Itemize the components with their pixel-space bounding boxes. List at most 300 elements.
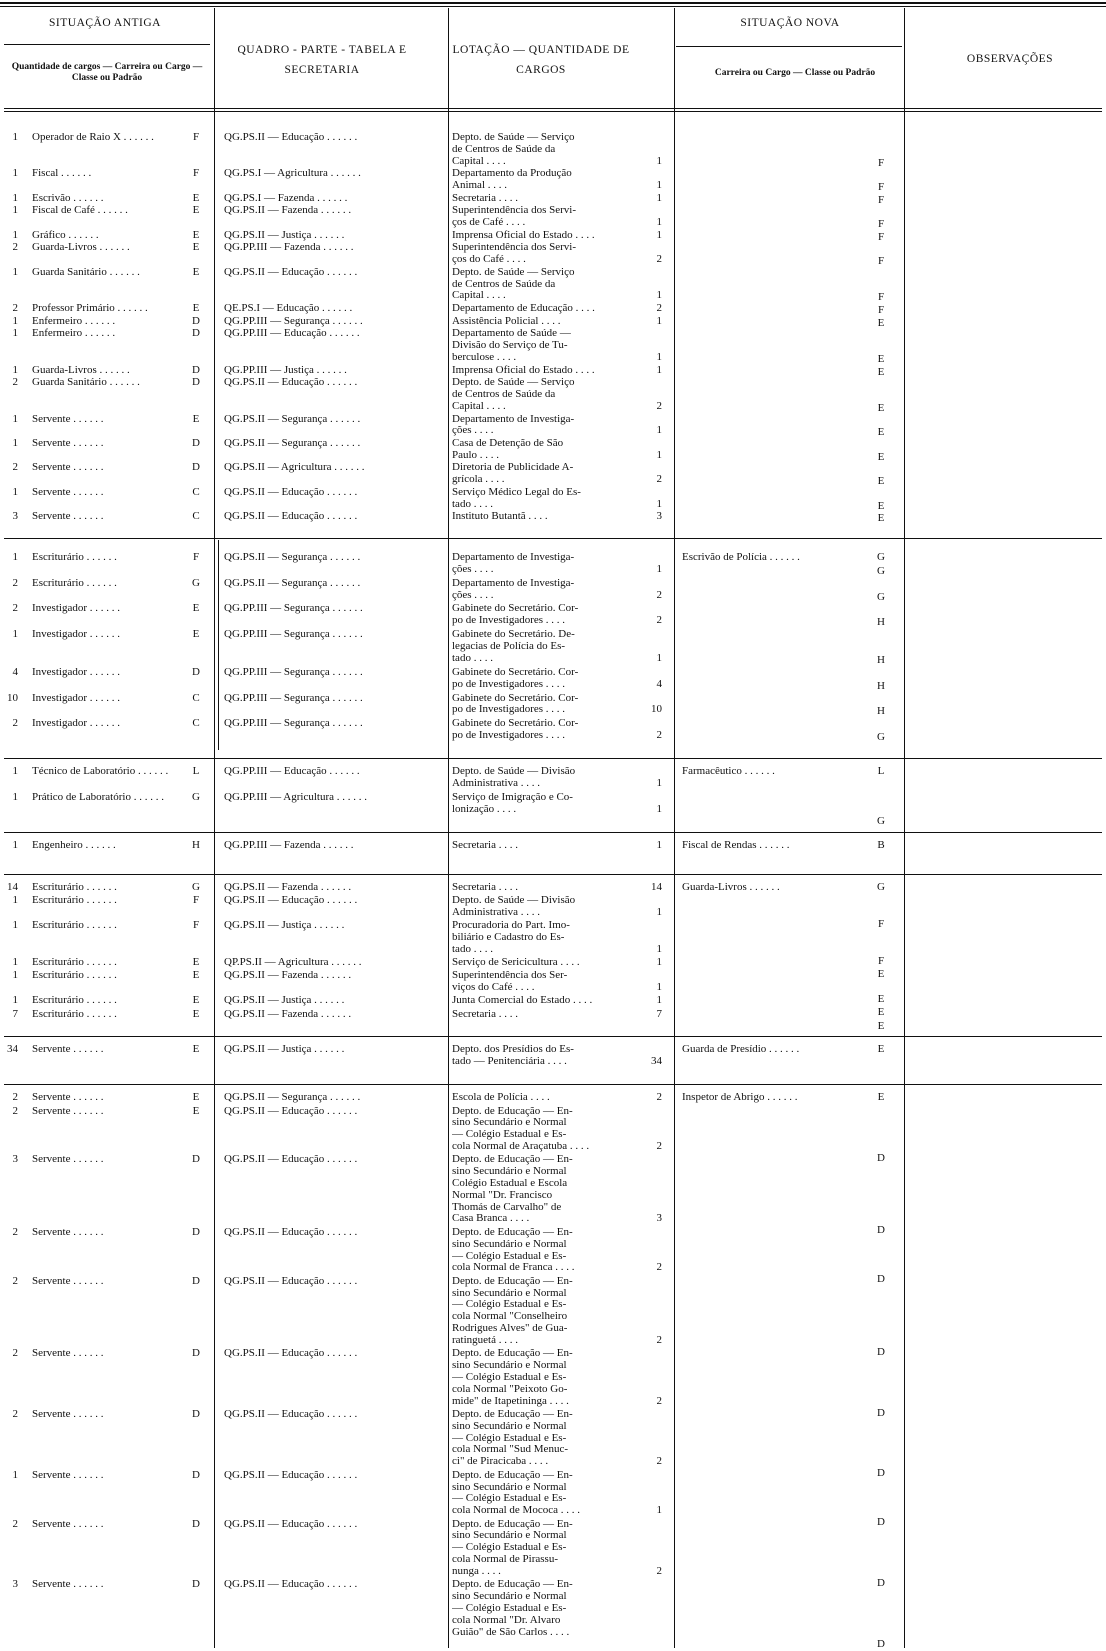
situacao-nova-cargo: Guarda de Presídio . . . . . .	[682, 1044, 800, 1055]
row-quantity: 1	[12, 551, 18, 563]
row-lotacao-quantity: 1	[656, 351, 662, 364]
row-lotacao-line: Secretaria . . . .	[452, 192, 518, 204]
row-cargo: Servente . . . . . .	[32, 1092, 104, 1103]
header-quadro: QUADRO - PARTE - TABELA E SECRETARIA	[237, 44, 407, 76]
row-lotacao-line: Casa Branca . . . .	[452, 1213, 530, 1225]
row-quadro: QG.PS.II — Educação . . . . . .	[224, 1579, 358, 1591]
row-quantity: 2	[12, 302, 18, 315]
row-lotacao-line: sino Secundário e Normal	[452, 1166, 567, 1178]
group-separator	[4, 758, 1102, 759]
row-quantity: 7	[12, 1007, 18, 1020]
row-classe: D	[192, 461, 200, 474]
row-quantity: 2	[12, 717, 18, 730]
group-separator	[4, 1036, 1102, 1037]
row-nova-classe: F	[877, 230, 885, 243]
row-lotacao-quantity: 1	[656, 289, 662, 302]
row-classe: D	[192, 1153, 200, 1166]
row-lotacao-line: Depto. de Saúde — Divisão	[452, 766, 576, 777]
row-lotacao-quantity: 1	[656, 228, 662, 241]
row-quadro: QG.PS.II — Educação . . . . . .	[224, 895, 358, 907]
row-quantity: 1	[12, 894, 18, 907]
row-quantity: 3	[12, 1153, 18, 1166]
row-lotacao-line: — Colégio Estadual e Es-	[452, 1432, 567, 1444]
row-lotacao-line: Imprensa Oficial do Estado . . . .	[452, 364, 595, 376]
row-lotacao-line: Diretoria de Publicidade A-	[452, 462, 574, 474]
row-nova-classe: F	[877, 918, 885, 931]
row-quadro: QG.PP.III — Fazenda . . . . . .	[224, 840, 354, 851]
row-nova-classe: E	[877, 1006, 885, 1019]
row-quantity: 10	[7, 691, 18, 704]
row-lotacao-line: Instituto Butantã . . . .	[452, 511, 548, 523]
row-quadro: QG.PS.II — Justiça . . . . . .	[224, 995, 345, 1007]
row-quadro: QG.PS.II — Educação . . . . . .	[224, 511, 358, 523]
row-nova-classe: D	[877, 1273, 885, 1286]
row-quadro: QG.PS.II — Segurança . . . . . .	[224, 413, 361, 425]
row-lotacao-line: sino Secundário e Normal	[452, 1481, 567, 1493]
row-lotacao-line: viços do Café . . . .	[452, 982, 535, 994]
row-cargo: Servente . . . . . .	[32, 1105, 104, 1117]
row-quadro: QG.PS.II — Fazenda . . . . . .	[224, 970, 352, 982]
row-nova-classe: D	[877, 1406, 885, 1419]
row-lotacao-quantity: 1	[656, 448, 662, 461]
header-underline-antiga	[4, 44, 210, 45]
row-classe: F	[192, 551, 200, 563]
row-lotacao-line: Serviço de Sericicultura . . . .	[452, 957, 580, 969]
row-cargo: Escriturário . . . . . .	[32, 895, 117, 907]
row-nova-classe: D	[877, 1345, 885, 1358]
row-quadro: QG.PP.III — Educação . . . . . .	[224, 328, 360, 340]
row-quadro: QP.PS.II — Agricultura . . . . . .	[224, 957, 362, 969]
row-classe: D	[192, 1408, 200, 1420]
row-lotacao-line: — Colégio Estadual e Es-	[452, 1250, 567, 1262]
row-nova-classe: D	[877, 1224, 885, 1237]
row-nova-classe: E	[877, 365, 885, 378]
row-nova-classe: D	[877, 1516, 885, 1529]
row-quadro: QG.PS.II — Educação . . . . . .	[224, 1226, 358, 1238]
row-quantity: 1	[12, 994, 18, 1007]
row-classe: E	[192, 1007, 200, 1020]
situacao-nova-cargo: Guarda-Livros . . . . . .	[682, 882, 780, 893]
row-quadro: QG.PP.III — Segurança . . . . . .	[224, 666, 363, 678]
row-quantity: 1	[12, 327, 18, 340]
row-classe: E	[192, 1043, 200, 1055]
row-cargo: Servente . . . . . .	[32, 462, 104, 474]
row-quantity: 3	[12, 1578, 18, 1591]
row-nova-classe: H	[877, 653, 885, 666]
row-quantity: 1	[12, 167, 18, 180]
situacao-nova-cargo: Escrivão de Polícia . . . . . .	[682, 552, 800, 563]
row-lotacao-quantity: 1	[656, 906, 662, 919]
column-divider	[674, 8, 675, 1648]
row-quantity: 2	[12, 1274, 18, 1287]
row-lotacao-line: Depto. de Educação — En-	[452, 1226, 573, 1238]
row-cargo: Gráfico . . . . . .	[32, 229, 99, 241]
row-quadro: QG.PP.III — Agricultura . . . . . .	[224, 792, 367, 803]
row-quantity: 2	[12, 1225, 18, 1238]
row-quantity: 2	[12, 602, 18, 615]
row-cargo: Servente . . . . . .	[32, 1579, 104, 1591]
row-classe: D	[192, 1517, 200, 1530]
row-lotacao-line: Departamento de Saúde —	[452, 328, 571, 340]
row-nova-classe: E	[877, 316, 885, 329]
row-lotacao-line: Casa de Detenção de São	[452, 438, 564, 449]
row-lotacao-quantity: 1	[656, 314, 662, 327]
row-lotacao-line: cola Normal "Peixoto Go-	[452, 1383, 568, 1395]
row-quadro: QG.PP.III — Segurança . . . . . .	[224, 718, 363, 730]
group-separator	[4, 1084, 1102, 1085]
row-cargo: Investigador . . . . . .	[32, 603, 120, 615]
row-classe: E	[192, 191, 200, 204]
row-lotacao-line: Depto. de Educação — En-	[452, 1154, 573, 1166]
row-lotacao-line: po de Investigadores . . . .	[452, 678, 566, 690]
row-lotacao-line: Superintendência dos Ser-	[452, 970, 568, 982]
row-nova-classe: D	[877, 1576, 885, 1589]
row-lotacao-line: Divisão do Serviço de Tu-	[452, 340, 568, 352]
row-lotacao-line: de Centros de Saúde da	[452, 389, 556, 401]
row-classe: F	[192, 919, 200, 932]
row-cargo: Prático de Laboratório . . . . . .	[32, 792, 164, 803]
row-lotacao-line: Gabinete do Secretário. Cor-	[452, 666, 579, 678]
header-rule	[4, 108, 1102, 109]
row-classe: D	[192, 1578, 200, 1591]
row-quantity: 2	[12, 1104, 18, 1117]
row-quadro: QG.PS.II — Educação . . . . . .	[224, 1518, 358, 1530]
situacao-nova-classe: E	[877, 1043, 885, 1055]
row-quantity: 2	[12, 376, 18, 389]
row-quadro: QG.PS.II — Agricultura . . . . . .	[224, 462, 365, 474]
row-classe: E	[192, 265, 200, 278]
row-classe: C	[192, 691, 200, 704]
row-quantity: 2	[12, 1517, 18, 1530]
row-cargo: Escriturário . . . . . .	[32, 577, 117, 589]
row-lotacao-quantity: 1	[656, 839, 662, 851]
row-quadro: QE.PS.I — Educação . . . . . .	[224, 303, 353, 315]
column-divider	[214, 8, 215, 1648]
row-lotacao-line: Depto. de Saúde — Serviço	[452, 266, 575, 278]
row-lotacao-line: Paulo . . . .	[452, 449, 500, 461]
header-rule-2	[4, 111, 1102, 112]
row-lotacao-line: Gabinete do Secretário. Cor-	[452, 718, 579, 730]
row-lotacao-quantity: 1	[656, 942, 662, 955]
row-lotacao-quantity: 4	[656, 677, 662, 690]
row-lotacao-line: Rodrigues Alves" de Gua-	[452, 1323, 568, 1334]
row-lotacao-quantity: 7	[656, 1007, 662, 1020]
row-lotacao-quantity: 1	[656, 216, 662, 229]
row-lotacao-quantity: 2	[656, 1333, 662, 1346]
row-cargo: Investigador . . . . . .	[32, 692, 120, 704]
row-classe: E	[192, 1104, 200, 1117]
row-quadro: QG.PS.I — Agricultura . . . . . .	[224, 168, 361, 180]
row-lotacao-quantity: 14	[651, 881, 662, 893]
row-nova-classe: F	[877, 218, 885, 231]
row-nova-classe: H	[877, 705, 885, 718]
row-lotacao-line: Depto. de Educação — En-	[452, 1348, 573, 1360]
row-lotacao-line: Escola de Polícia . . . .	[452, 1092, 550, 1103]
row-lotacao-line: cola Normal de Franca . . . .	[452, 1262, 575, 1274]
row-classe: E	[192, 994, 200, 1007]
row-lotacao-line: Administrativa . . . .	[452, 777, 540, 789]
column-divider	[448, 8, 449, 1648]
row-nova-classe: E	[877, 512, 885, 525]
group-separator	[4, 538, 1102, 539]
row-classe: D	[192, 376, 200, 389]
row-quantity: 1	[12, 228, 18, 241]
row-nova-classe: H	[877, 679, 885, 692]
row-lotacao-line: Colégio Estadual e Escola	[452, 1178, 568, 1189]
row-quantity: 1	[12, 839, 18, 851]
row-quantity: 3	[12, 510, 18, 523]
row-nova-classe: G	[877, 731, 885, 744]
row-quantity: 1	[12, 969, 18, 982]
row-lotacao-quantity: 2	[656, 729, 662, 742]
row-lotacao-quantity: 1	[656, 802, 662, 815]
row-classe: D	[192, 437, 200, 449]
row-quadro: QG.PS.II — Fazenda . . . . . .	[224, 882, 352, 893]
row-classe: C	[192, 510, 200, 523]
row-cargo: Servente . . . . . .	[32, 1044, 104, 1055]
top-rule-thin	[0, 6, 1106, 7]
row-lotacao-line: sino Secundário e Normal	[452, 1530, 567, 1542]
row-lotacao-quantity: 2	[656, 588, 662, 601]
row-quantity: 1	[12, 628, 18, 641]
row-quantity: 1	[12, 437, 18, 449]
row-quantity: 1	[12, 204, 18, 217]
row-quadro: QG.PS.II — Justiça . . . . . .	[224, 1044, 345, 1055]
row-classe: G	[192, 576, 200, 589]
row-lotacao-line: Guião" de São Carlos . . . .	[452, 1626, 570, 1638]
row-lotacao-line: Departamento de Educação . . . .	[452, 303, 595, 315]
row-lotacao-line: Procuradoria do Part. Imo-	[452, 920, 570, 932]
row-lotacao-line: ções . . . .	[452, 425, 494, 437]
row-quadro: QG.PS.II — Fazenda . . . . . .	[224, 1008, 352, 1020]
row-lotacao-line: sino Secundário e Normal	[452, 1287, 567, 1299]
row-quadro: QG.PS.II — Educação . . . . . .	[224, 266, 358, 278]
row-lotacao-quantity: 2	[656, 1091, 662, 1103]
row-lotacao-line: Secretaria . . . .	[452, 882, 518, 893]
row-cargo: Guarda-Livros . . . . . .	[32, 242, 130, 254]
situacao-nova-cargo: Farmacêutico . . . . . .	[682, 766, 775, 777]
row-cargo: Guarda Sanitário . . . . . .	[32, 266, 140, 278]
row-lotacao-line: de Centros de Saúde da	[452, 143, 556, 155]
row-cargo: Servente . . . . . .	[32, 1275, 104, 1287]
row-classe: E	[192, 241, 200, 254]
row-cargo: Servente . . . . . .	[32, 486, 104, 498]
row-lotacao-quantity: 3	[656, 1212, 662, 1225]
row-classe: D	[192, 314, 200, 327]
row-lotacao-line: Depto. de Educação — En-	[452, 1469, 573, 1481]
row-cargo: Técnico de Laboratório . . . . . .	[32, 766, 169, 777]
row-quadro: QG.PS.II — Educação . . . . . .	[224, 486, 358, 498]
header-underline-nova	[676, 46, 902, 47]
row-lotacao-line: lonização . . . .	[452, 803, 517, 815]
row-nova-classe: E	[877, 426, 885, 439]
row-nova-classe: E	[877, 968, 885, 981]
row-quantity: 2	[12, 1091, 18, 1103]
row-lotacao-line: Animal . . . .	[452, 180, 507, 192]
row-nova-classe: F	[877, 156, 885, 169]
row-nova-classe: E	[877, 353, 885, 366]
top-rule	[0, 2, 1106, 4]
row-nova-classe: D	[877, 1637, 885, 1650]
row-lotacao-quantity: 34	[651, 1054, 662, 1067]
row-quadro: QG.PS.I — Fazenda . . . . . .	[224, 192, 348, 204]
row-lotacao-line: Depto. de Educação — En-	[452, 1579, 573, 1591]
situacao-nova-classe: G	[877, 881, 885, 893]
header-observacoes: OBSERVAÇÕES	[966, 53, 1054, 65]
row-lotacao-line: tado . . . .	[452, 652, 493, 664]
row-cargo: Servente . . . . . .	[32, 1409, 104, 1420]
row-cargo: Professor Primário . . . . . .	[32, 303, 148, 315]
row-lotacao-line: ções . . . .	[452, 589, 494, 601]
header-quantidade: Quantidade de cargos — Carreira ou Cargo — Classe ou Padrão	[11, 62, 203, 83]
row-lotacao-quantity: 2	[656, 253, 662, 266]
situacao-nova-classe: L	[877, 765, 885, 777]
row-quantity: 1	[12, 485, 18, 498]
row-quadro: QG.PS.II — Educação . . . . . .	[224, 1275, 358, 1287]
row-lotacao-line: Secretaria . . . .	[452, 1008, 518, 1020]
row-classe: E	[192, 1091, 200, 1103]
row-quantity: 1	[12, 919, 18, 932]
row-lotacao-line: Capital . . . .	[452, 155, 506, 167]
row-lotacao-line: biliário e Cadastro do Es-	[452, 932, 565, 944]
row-lotacao-quantity: 2	[656, 399, 662, 412]
row-nova-classe: D	[877, 1467, 885, 1480]
row-lotacao-line: sino Secundário e Normal	[452, 1238, 567, 1250]
row-lotacao-line: Junta Comercial do Estado . . . .	[452, 995, 593, 1007]
row-cargo: Servente . . . . . .	[32, 1518, 104, 1530]
row-lotacao-line: Capital . . . .	[452, 400, 506, 412]
row-nova-classe: F	[877, 255, 885, 268]
row-lotacao-line: Depto. de Educação — En-	[452, 1275, 573, 1287]
row-nova-classe: F	[877, 291, 885, 304]
row-quantity: 1	[12, 956, 18, 969]
row-lotacao-quantity: 10	[651, 703, 662, 716]
row-quantity: 4	[12, 665, 18, 678]
row-lotacao-line: Superintendência dos Servi-	[452, 242, 577, 254]
situacao-nova-cargo: Inspetor de Abrigo . . . . . .	[682, 1092, 798, 1103]
row-lotacao-line: po de Investigadores . . . .	[452, 730, 566, 742]
row-lotacao-quantity: 1	[656, 994, 662, 1007]
row-quantity: 1	[12, 131, 18, 143]
situacao-nova-classe: G	[877, 551, 885, 563]
row-quadro: QG.PP.III — Segurança . . . . . .	[224, 315, 363, 327]
row-quadro: QG.PP.III — Fazenda . . . . . .	[224, 242, 354, 254]
row-classe: E	[192, 956, 200, 969]
row-lotacao-line: Depto. de Saúde — Serviço	[452, 377, 575, 389]
row-quantity: 34	[7, 1043, 18, 1055]
row-lotacao-line: cola Normal de Araçatuba . . . .	[452, 1140, 590, 1152]
header-situacao-antiga: SITUAÇÃO ANTIGA	[49, 17, 161, 29]
row-lotacao-line: Depto. de Educação — En-	[452, 1518, 573, 1530]
row-classe: E	[192, 602, 200, 615]
row-lotacao-line: Normal "Dr. Francisco	[452, 1189, 553, 1201]
row-quantity: 1	[12, 191, 18, 204]
row-cargo: Escriturário . . . . . .	[32, 882, 117, 893]
row-classe: G	[192, 881, 200, 893]
row-quadro: QG.PP.III — Segurança . . . . . .	[224, 603, 363, 615]
row-lotacao-line: — Colégio Estadual e Es-	[452, 1299, 567, 1311]
row-quantity: 1	[12, 791, 18, 803]
row-cargo: Investigador . . . . . .	[32, 629, 120, 641]
row-lotacao-quantity: 1	[656, 154, 662, 167]
row-lotacao-line: tado . . . .	[452, 943, 493, 955]
row-cargo: Servente . . . . . .	[32, 1469, 104, 1481]
row-lotacao-quantity: 1	[656, 956, 662, 969]
row-lotacao-line: Departamento de Investiga-	[452, 413, 575, 425]
row-quadro: QG.PP.III — Educação . . . . . .	[224, 766, 360, 777]
row-lotacao-quantity: 1	[656, 1504, 662, 1517]
row-cargo: Engenheiro . . . . . .	[32, 840, 116, 851]
row-quadro: QG.PS.II — Justiça . . . . . .	[224, 229, 345, 241]
row-lotacao-line: grícola . . . .	[452, 474, 505, 486]
row-classe: D	[192, 665, 200, 678]
row-classe: E	[192, 628, 200, 641]
row-lotacao-quantity: 1	[656, 191, 662, 204]
row-lotacao-line: tado — Penitenciária . . . .	[452, 1055, 567, 1067]
row-classe: E	[192, 969, 200, 982]
row-quantity: 1	[12, 314, 18, 327]
row-lotacao-quantity: 2	[656, 1261, 662, 1274]
row-quadro: QG.PS.II — Segurança . . . . . .	[224, 577, 361, 589]
row-cargo: Fiscal . . . . . .	[32, 168, 92, 180]
row-lotacao-quantity: 1	[656, 497, 662, 510]
row-nova-classe: F	[877, 304, 885, 317]
row-lotacao-line: — Colégio Estadual e Es-	[452, 1602, 567, 1614]
group-separator	[4, 832, 1102, 833]
row-lotacao-quantity: 1	[656, 651, 662, 664]
row-cargo: Escriturário . . . . . .	[32, 957, 117, 969]
row-quadro: QG.PS.II — Educação . . . . . .	[224, 1348, 358, 1360]
row-classe: C	[192, 485, 200, 498]
row-nova-classe: E	[877, 450, 885, 463]
row-classe: D	[192, 1274, 200, 1287]
row-classe: D	[192, 1225, 200, 1238]
row-lotacao-line: legacias de Polícia do Es-	[452, 641, 566, 653]
row-classe: D	[192, 1347, 200, 1360]
row-cargo: Fiscal de Café . . . . . .	[32, 205, 128, 217]
row-quadro: QG.PS.II — Educação . . . . . .	[224, 1154, 358, 1166]
row-classe: E	[192, 302, 200, 315]
row-lotacao-line: Assistência Policial . . . .	[452, 315, 561, 327]
row-cargo: Escriturário . . . . . .	[32, 970, 117, 982]
row-nova-classe: G	[877, 590, 885, 603]
row-classe: F	[192, 894, 200, 907]
header-lotacao: LOTAÇÃO — QUANTIDADE DE CARGOS	[452, 44, 630, 76]
row-cargo: Enfermeiro . . . . . .	[32, 328, 116, 340]
row-cargo: Investigador . . . . . .	[32, 666, 120, 678]
row-cargo: Servente . . . . . .	[32, 1226, 104, 1238]
row-classe: E	[192, 228, 200, 241]
row-cargo: Investigador . . . . . .	[32, 718, 120, 730]
row-cargo: Guarda Sanitário . . . . . .	[32, 377, 140, 389]
row-lotacao-line: mide" de Itapetininga . . . .	[452, 1395, 569, 1407]
row-quadro: QG.PS.II — Educação . . . . . .	[224, 132, 358, 143]
row-lotacao-line: — Colégio Estadual e Es-	[452, 1371, 567, 1383]
row-cargo: Escriturário . . . . . .	[32, 920, 117, 932]
row-classe: F	[192, 167, 200, 180]
row-lotacao-line: cola Normal "Conselheiro	[452, 1311, 568, 1323]
row-nova-classe: F	[877, 193, 885, 206]
row-lotacao-quantity: 1	[656, 424, 662, 437]
row-classe: D	[192, 363, 200, 376]
row-nova-classe: E	[877, 499, 885, 512]
row-lotacao-quantity: 1	[656, 179, 662, 192]
row-lotacao-line: sino Secundário e Normal	[452, 1360, 567, 1372]
row-lotacao-line: de Centros de Saúde da	[452, 278, 556, 290]
row-quadro: QG.PS.II — Educação . . . . . .	[224, 1105, 358, 1117]
row-lotacao-line: Depto. de Saúde — Serviço	[452, 132, 575, 143]
row-quadro: QG.PS.II — Segurança . . . . . .	[224, 438, 361, 449]
